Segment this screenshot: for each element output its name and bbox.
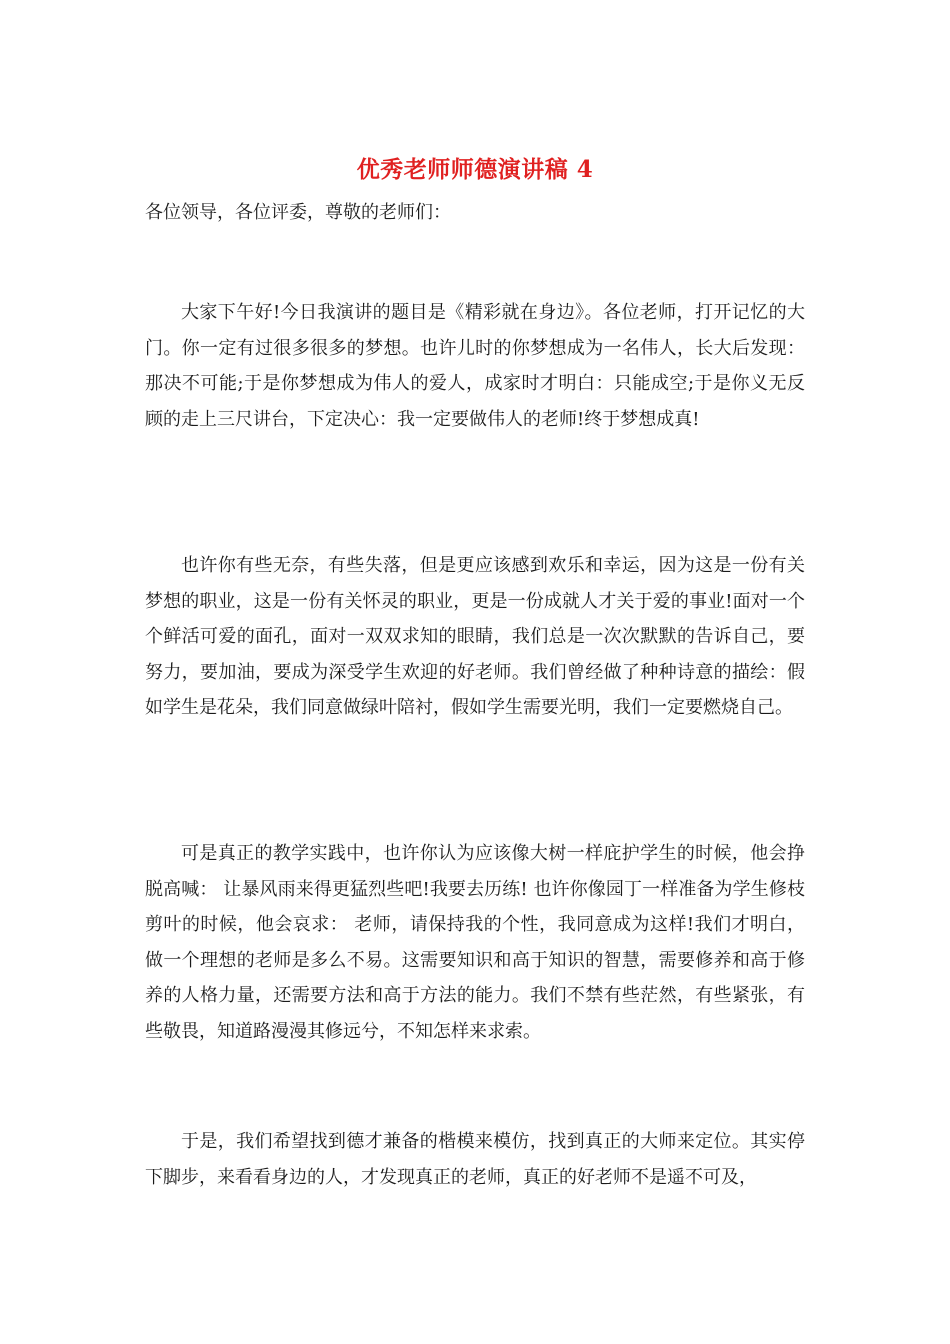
paragraph-1: 大家下午好!今日我演讲的题目是《精彩就在身边》。各位老师，打开记忆的大门。你一定有过很多很多的梦想。也许儿时的你梦想成为一名伟人，长大后发现：那决不可能;于是你梦想成为伟人的爱人，成家时才明白：只能成空;于是你义无反顾的走上三尺讲台，下定决心：我一定要做伟人的老师!终于梦想成真! [145, 302, 805, 430]
paragraph-2: 也许你有些无奈，有些失落，但是更应该感到欢乐和幸运，因为这是一份有关梦想的职业，这是一份有关怀灵的职业，更是一份成就人才关于爱的事业!面对一个个鲜活可爱的面孔，面对一双双求知的眼睛，我们总是一次次默默的告诉自己，要努力，要加油，要成为深受学生欢迎的好老师。我们曾经做了种种诗意的描绘：假如学生是花朵，我们同意做绿叶陪衬，假如学生需要光明，我们一定要燃烧自己。 [145, 555, 805, 718]
paragraph-3: 可是真正的教学实践中，也许你认为应该像大树一样庇护学生的时候，他会挣脱高喊： 让暴风雨来得更猛烈些吧!我要去历练! 也许你像园丁一样准备为学生修枝剪叶的时候，他会哀求： 老师，请保持我的个性，我同意成为这样!我们才明白，做一个理想的老师是多么不易。这需要知识和高于知识的智慧，需要修养和高于修养的人格力量，还需要方法和高于方法的能力。我们不禁有些茫然，有些紧张，有些敬畏，知道路漫漫其修远兮，不知怎样来求索。 [145, 843, 805, 1042]
document-title: 优秀老师师德演讲稿 4 [356, 156, 594, 183]
greeting-line: 各位领导，各位评委，尊敬的老师们： [145, 202, 451, 223]
paragraph-4: 于是，我们希望找到德才兼备的楷模来模仿，找到真正的大师来定位。其实停下脚步，来看看身边的人，才发现真正的老师，真正的好老师不是遥不可及， [145, 1131, 805, 1188]
